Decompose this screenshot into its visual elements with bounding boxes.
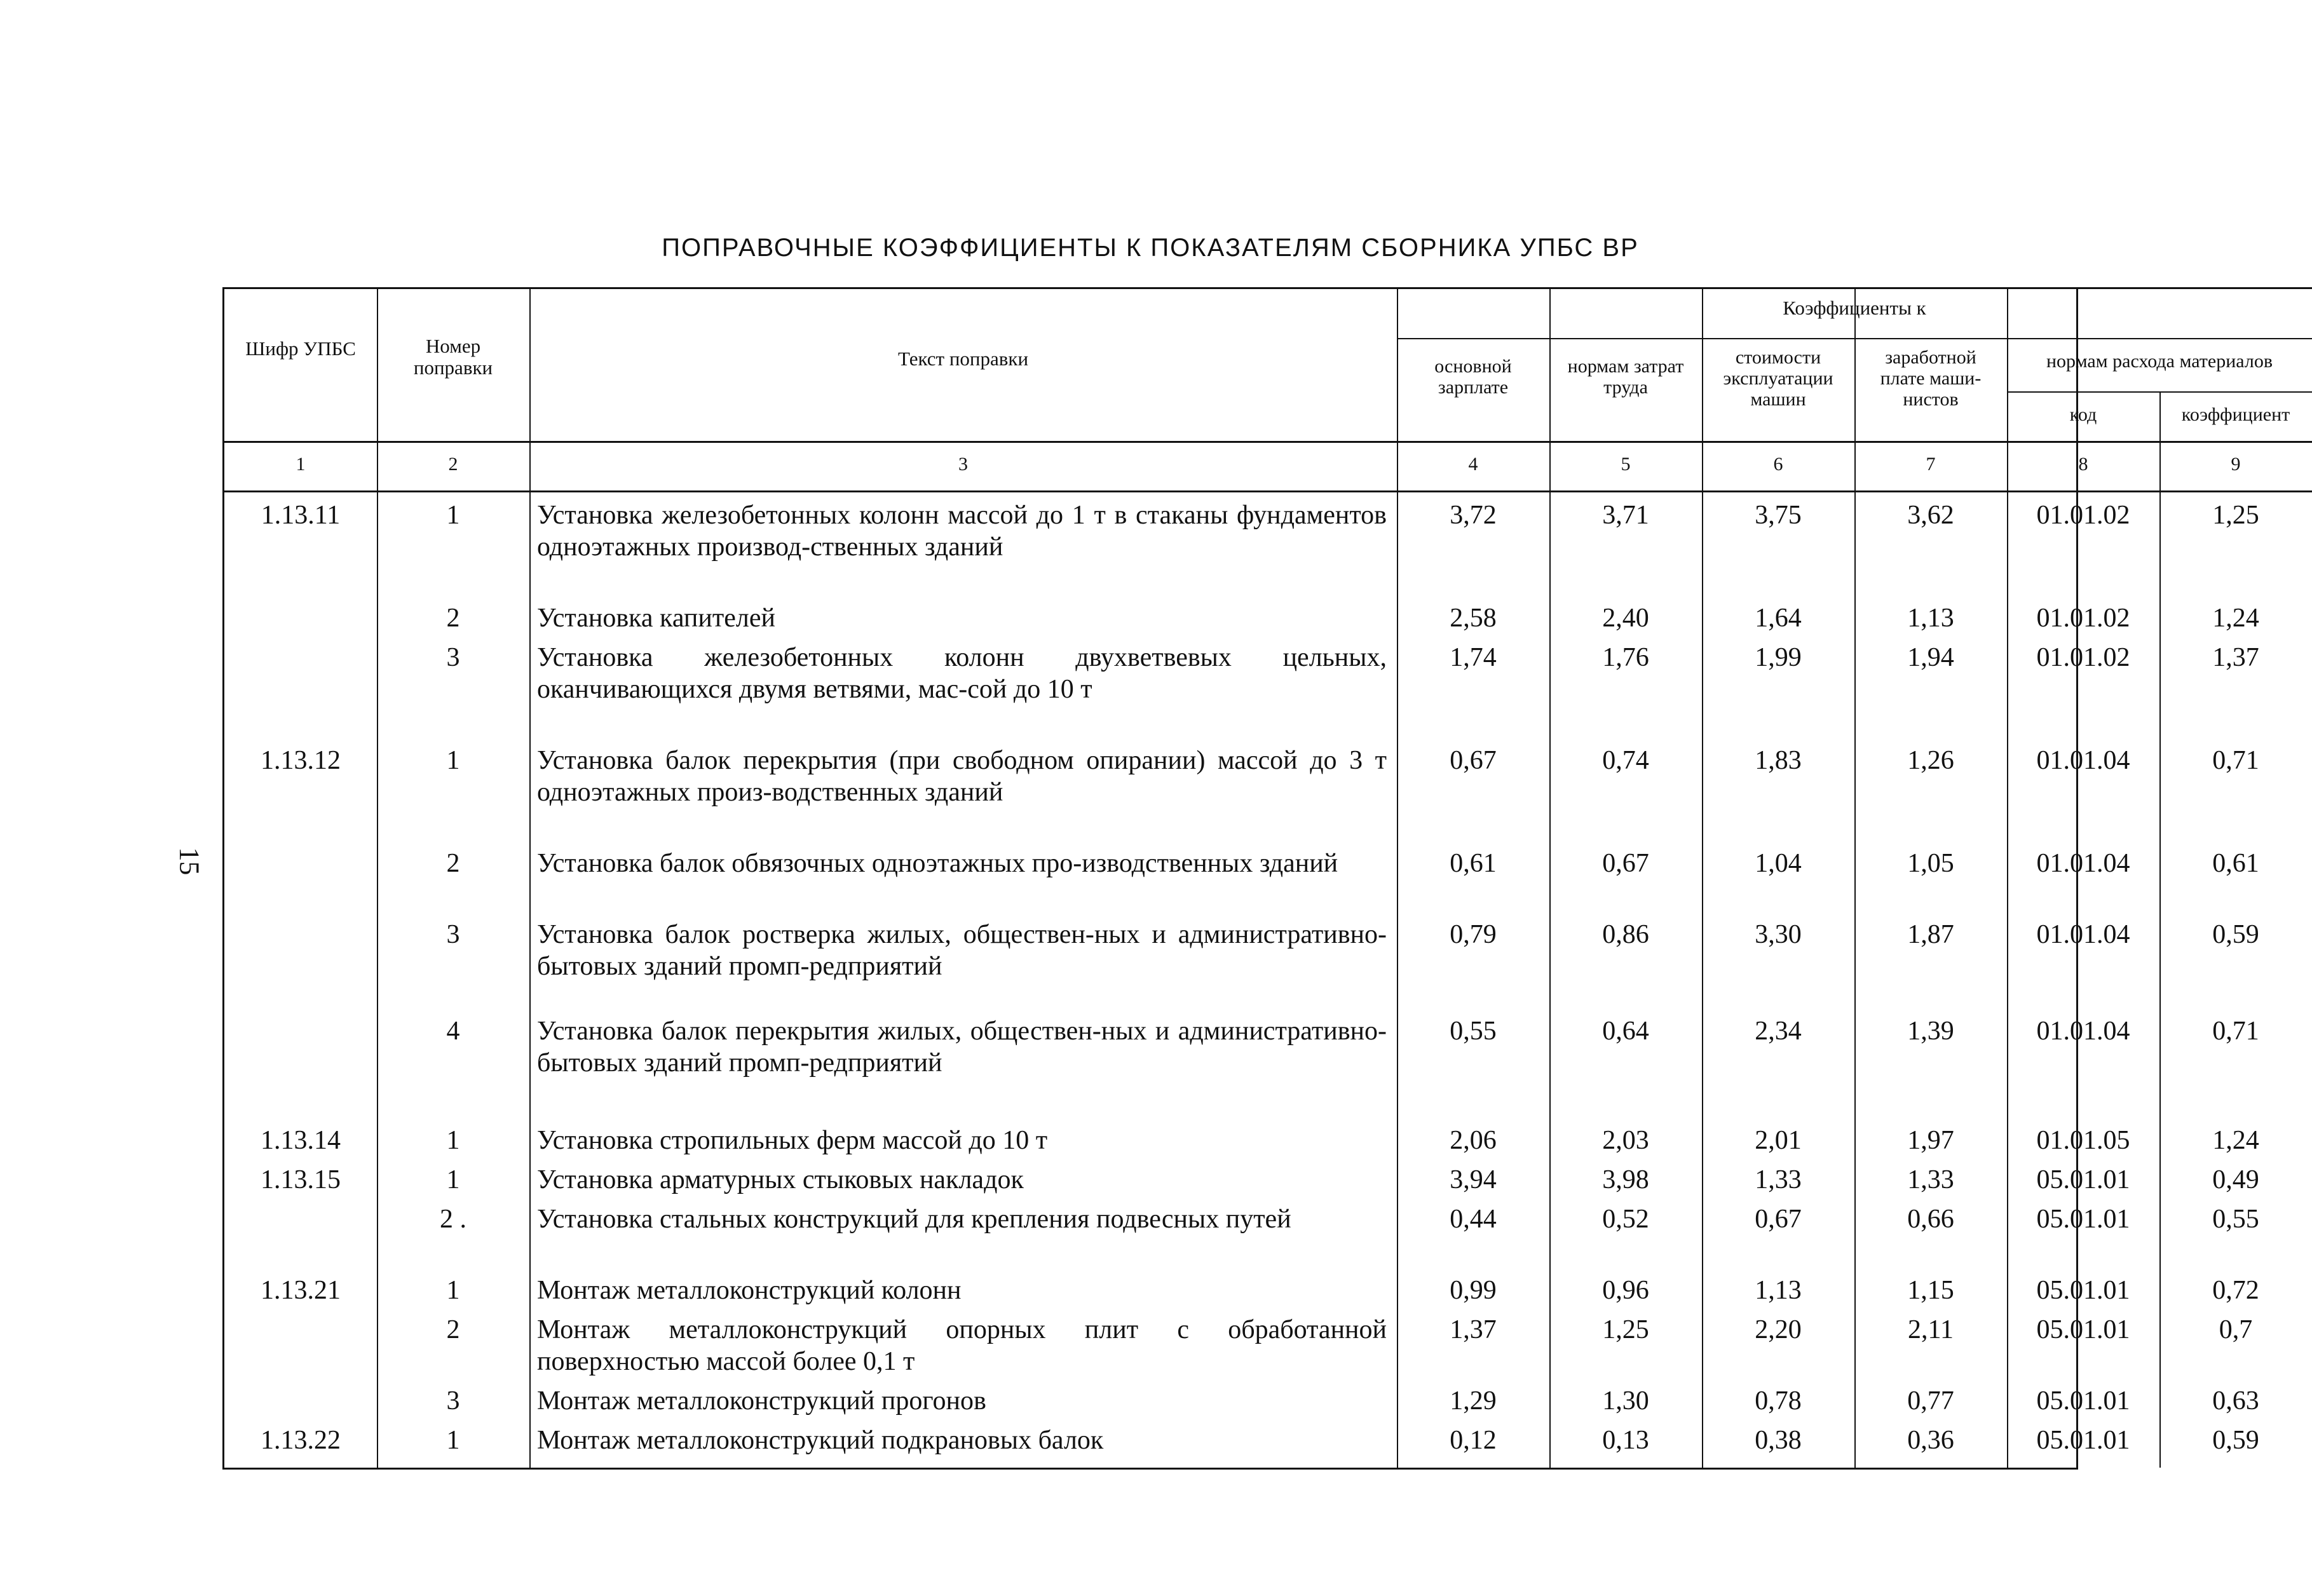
row-number: 4 [446, 1017, 460, 1046]
row-labor-norms: 0,67 [1602, 849, 1649, 878]
row-machine-cost: 3,30 [1755, 920, 1802, 949]
row-number: 1 [446, 1276, 460, 1305]
row-machine-cost: 1,99 [1755, 643, 1802, 672]
row-labor-norms: 0,96 [1602, 1276, 1649, 1305]
grid-line [224, 490, 2312, 492]
row-base-salary: 0,79 [1450, 920, 1497, 949]
row-labor-norms: 0,86 [1602, 920, 1649, 949]
row-material-code: 05.01.01 [2036, 1426, 2130, 1455]
row-labor-norms: 1,25 [1602, 1315, 1649, 1344]
row-number: 2 [446, 849, 460, 878]
row-material-coef: 1,24 [2212, 604, 2259, 633]
row-number: 2 . [440, 1205, 466, 1234]
row-material-code: 01.01.02 [2036, 604, 2130, 633]
row-labor-norms: 3,71 [1602, 501, 1649, 530]
row-material-coef: 0,72 [2212, 1276, 2259, 1305]
row-number: 1 [446, 1126, 460, 1155]
row-labor-norms: 0,52 [1602, 1205, 1649, 1234]
row-base-salary: 2,06 [1450, 1126, 1497, 1155]
page-title: ПОПРАВОЧНЫЕ КОЭФФИЦИЕНТЫ К ПОКАЗАТЕЛЯМ СБОРНИКА УПБС ВР [662, 234, 1639, 262]
row-labor-norms: 1,30 [1602, 1386, 1649, 1416]
column-number: 5 [1621, 454, 1631, 475]
row-machine-cost: 3,75 [1755, 501, 1802, 530]
row-text: Монтаж металлоконструкций опорных плит с обработанной поверхностью массой более 0,1 т [537, 1315, 1387, 1376]
row-machinist-salary: 1,87 [1907, 920, 1954, 949]
column-number: 1 [296, 454, 306, 475]
row-machinist-salary: 1,15 [1907, 1276, 1954, 1305]
row-machine-cost: 2,34 [1755, 1017, 1802, 1046]
header-machinist-salary: заработной плате маши-нистов [1880, 347, 1982, 410]
row-code: 1.13.22 [261, 1426, 341, 1455]
grid-line [1397, 338, 2312, 339]
row-code: 1.13.15 [261, 1165, 341, 1194]
grid-line [224, 441, 2312, 443]
row-material-code: 01.01.04 [2036, 849, 2130, 878]
row-machinist-salary: 0,77 [1907, 1386, 1954, 1416]
row-material-code: 05.01.01 [2036, 1315, 2130, 1344]
header-material-code: код [2069, 404, 2097, 425]
row-text: Установка балок ростверка жилых, обществен-ных и административно-бытовых зданий промп-редприятий [537, 920, 1387, 981]
row-labor-norms: 0,13 [1602, 1426, 1649, 1455]
row-text: Установка балок перекрытия жилых, обществен-ных и административно-бытовых зданий промп-редприятий [537, 1017, 1387, 1078]
corrections-table [222, 287, 2290, 1470]
row-material-coef: 0,63 [2212, 1386, 2259, 1416]
row-material-code: 01.01.04 [2036, 746, 2130, 775]
column-number: 2 [448, 454, 458, 475]
row-material-coef: 0,49 [2212, 1165, 2259, 1194]
row-text: Установка стропильных ферм массой до 10 т [537, 1126, 1048, 1155]
row-machinist-salary: 0,36 [1907, 1426, 1954, 1455]
row-material-coef: 1,25 [2212, 501, 2259, 530]
row-machinist-salary: 3,62 [1907, 501, 1954, 530]
header-text: Текст поправки [897, 348, 1029, 370]
row-base-salary: 0,44 [1450, 1205, 1497, 1234]
row-material-code: 01.01.05 [2036, 1126, 2130, 1155]
row-material-coef: 0,55 [2212, 1205, 2259, 1234]
row-base-salary: 1,74 [1450, 643, 1497, 672]
row-base-salary: 3,94 [1450, 1165, 1497, 1194]
column-number: 4 [1468, 454, 1478, 475]
row-text: Монтаж металлоконструкций прогонов [537, 1386, 986, 1416]
row-number: 3 [446, 1386, 460, 1416]
row-base-salary: 1,29 [1450, 1386, 1497, 1416]
row-machinist-salary: 1,33 [1907, 1165, 1954, 1194]
row-material-coef: 0,59 [2212, 1426, 2259, 1455]
row-number: 1 [446, 1426, 460, 1455]
row-text: Установка балок обвязочных одноэтажных про-изводственных зданий [537, 849, 1338, 878]
row-machinist-salary: 1,97 [1907, 1126, 1954, 1155]
row-base-salary: 3,72 [1450, 501, 1497, 530]
row-material-coef: 0,59 [2212, 920, 2259, 949]
row-labor-norms: 0,64 [1602, 1017, 1649, 1046]
row-machinist-salary: 0,66 [1907, 1205, 1954, 1234]
row-material-coef: 0,61 [2212, 849, 2259, 878]
header-machine-cost: стоимости эксплуатации машин [1723, 347, 1833, 410]
row-number: 3 [446, 920, 460, 949]
row-material-coef: 1,24 [2212, 1126, 2259, 1155]
row-text: Установка арматурных стыковых накладок [537, 1165, 1024, 1194]
row-labor-norms: 2,40 [1602, 604, 1649, 633]
row-machine-cost: 1,33 [1755, 1165, 1802, 1194]
row-material-code: 01.01.02 [2036, 643, 2130, 672]
header-number: Номер поправки [413, 335, 493, 379]
row-machine-cost: 1,13 [1755, 1276, 1802, 1305]
row-base-salary: 2,58 [1450, 604, 1497, 633]
column-number: 8 [2078, 454, 2088, 475]
row-code: 1.13.21 [261, 1276, 341, 1305]
row-base-salary: 0,12 [1450, 1426, 1497, 1455]
row-machinist-salary: 2,11 [1908, 1315, 1954, 1344]
row-number: 1 [446, 501, 460, 530]
row-material-code: 01.01.02 [2036, 501, 2130, 530]
row-machine-cost: 0,78 [1755, 1386, 1802, 1416]
row-number: 1 [446, 1165, 460, 1194]
row-text: Монтаж металлоконструкций подкрановых балок [537, 1426, 1104, 1455]
row-machine-cost: 2,20 [1755, 1315, 1802, 1344]
row-material-code: 01.01.04 [2036, 1017, 2130, 1046]
row-text: Установка балок перекрытия (при свободном опирании) массой до 3 т одноэтажных произ-водственных зданий [537, 746, 1387, 807]
row-material-coef: 0,71 [2212, 746, 2259, 775]
row-base-salary: 1,37 [1450, 1315, 1497, 1344]
row-machine-cost: 1,64 [1755, 604, 1802, 633]
row-code: 1.13.11 [261, 501, 341, 530]
row-base-salary: 0,61 [1450, 849, 1497, 878]
row-machinist-salary: 1,26 [1907, 746, 1954, 775]
header-material-coef: коэффициент [2181, 404, 2290, 425]
row-material-code: 05.01.01 [2036, 1165, 2130, 1194]
header-code: Шифр УПБС [245, 337, 356, 360]
column-number: 6 [1773, 454, 1783, 475]
row-material-coef: 0,71 [2212, 1017, 2259, 1046]
row-number: 2 [446, 1315, 460, 1344]
row-labor-norms: 0,74 [1602, 746, 1649, 775]
row-text: Установка капителей [537, 604, 775, 633]
column-number: 9 [2231, 454, 2241, 475]
row-machinist-salary: 1,05 [1907, 849, 1954, 878]
row-machine-cost: 0,67 [1755, 1205, 1802, 1234]
row-labor-norms: 1,76 [1602, 643, 1649, 672]
page-number: 15 [173, 847, 205, 876]
row-machinist-salary: 1,94 [1907, 643, 1954, 672]
row-labor-norms: 3,98 [1602, 1165, 1649, 1194]
row-material-code: 05.01.01 [2036, 1205, 2130, 1234]
row-text: Установка железобетонных колонн массой до 1 т в стаканы фундаментов одноэтажных производ-ственных зданий [537, 501, 1387, 562]
row-code: 1.13.12 [261, 746, 341, 775]
row-text: Монтаж металлоконструкций колонн [537, 1276, 962, 1305]
row-machinist-salary: 1,13 [1907, 604, 1954, 633]
row-material-code: 05.01.01 [2036, 1276, 2130, 1305]
header-material-norms: нормам расхода материалов [2046, 351, 2273, 372]
row-material-code: 01.01.04 [2036, 920, 2130, 949]
row-number: 1 [446, 746, 460, 775]
row-number: 3 [446, 643, 460, 672]
row-material-code: 05.01.01 [2036, 1386, 2130, 1416]
header-base-salary: основной зарплате [1434, 356, 1512, 398]
row-base-salary: 0,67 [1450, 746, 1497, 775]
row-material-coef: 1,37 [2212, 643, 2259, 672]
row-machine-cost: 1,83 [1755, 746, 1802, 775]
row-machine-cost: 0,38 [1755, 1426, 1802, 1455]
row-machine-cost: 1,04 [1755, 849, 1802, 878]
row-number: 2 [446, 604, 460, 633]
row-base-salary: 0,99 [1450, 1276, 1497, 1305]
row-machinist-salary: 1,39 [1907, 1017, 1954, 1046]
grid-line [224, 287, 2312, 289]
column-number: 7 [1926, 454, 1936, 475]
row-text: Установка стальных конструкций для крепления подвесных путей [537, 1205, 1291, 1234]
row-material-coef: 0,7 [2219, 1315, 2253, 1344]
row-code: 1.13.14 [261, 1126, 341, 1155]
header-coefficients: Коэффициенты к [1783, 297, 1926, 319]
header-labor-norms: нормам затрат труда [1567, 356, 1684, 398]
grid-line [2007, 391, 2312, 393]
row-labor-norms: 2,03 [1602, 1126, 1649, 1155]
column-number: 3 [958, 454, 968, 475]
row-machine-cost: 2,01 [1755, 1126, 1802, 1155]
row-base-salary: 0,55 [1450, 1017, 1497, 1046]
row-text: Установка железобетонных колонн двухветвевых цельных, оканчивающихся двумя ветвями, мас-сой до 10 т [537, 643, 1387, 704]
